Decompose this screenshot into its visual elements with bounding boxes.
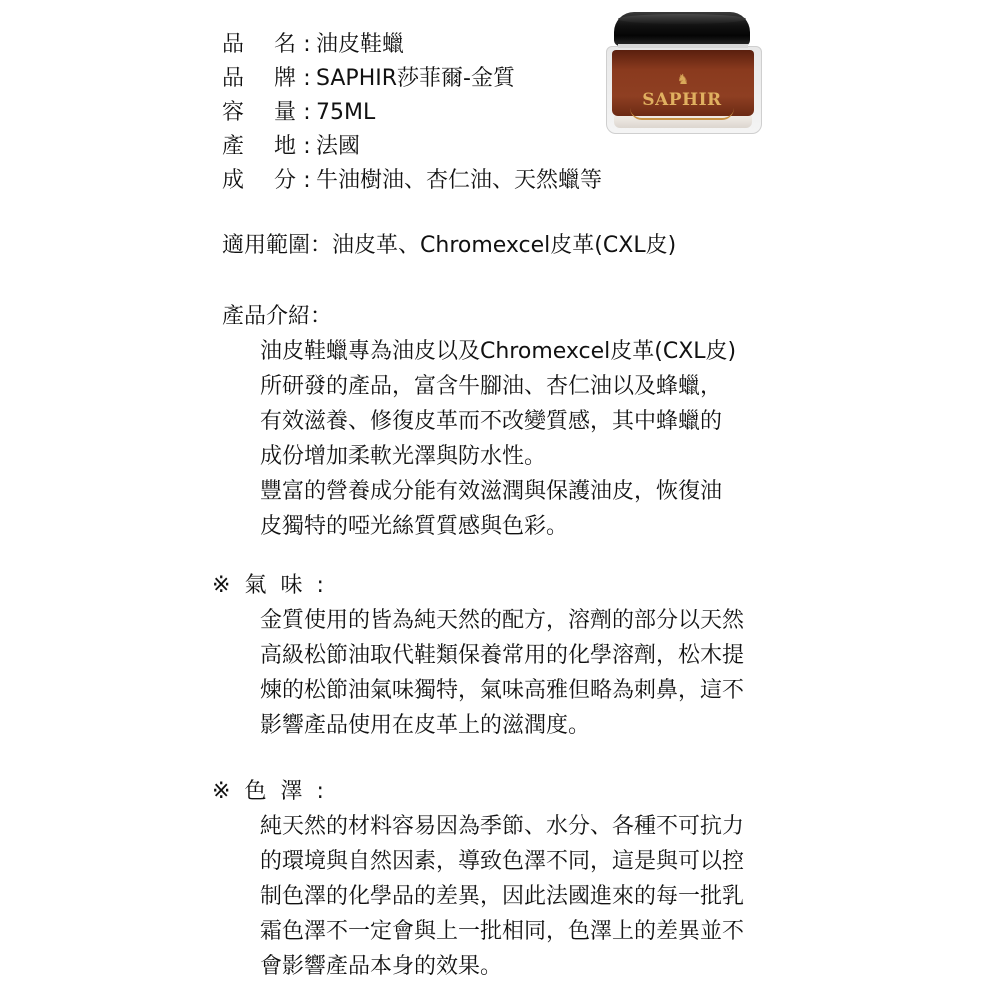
spec-colon: : bbox=[303, 32, 311, 57]
product-image bbox=[604, 12, 762, 134]
note-heading-smell: ※ 氣 味 : bbox=[212, 573, 324, 598]
spec-value: 油皮鞋蠟 bbox=[316, 32, 405, 57]
jar-lid-top bbox=[618, 14, 746, 24]
intro-heading: 產品介紹： bbox=[222, 304, 333, 329]
note-line: 高級松節油取代鞋類保養常用的化學溶劑，松木提 bbox=[260, 643, 745, 668]
spec-colon: : bbox=[303, 66, 311, 91]
scope-value: 油皮革、Chromexcel皮革(CXL皮) bbox=[332, 233, 677, 258]
spec-row-brand bbox=[222, 65, 515, 93]
spec-key: 名 bbox=[274, 32, 297, 57]
spec-colon: : bbox=[303, 168, 311, 193]
intro-line: 油皮鞋蠟專為油皮以及Chromexcel皮革(CXL皮) bbox=[260, 339, 737, 364]
spec-key: 產 bbox=[222, 134, 245, 159]
jar-lid-ring bbox=[618, 44, 748, 48]
spec-value: 牛油樹油、杏仁油、天然蠟等 bbox=[316, 168, 603, 193]
spec-key: 容 bbox=[222, 100, 245, 125]
spec-colon: : bbox=[303, 100, 311, 125]
spec-value: 法國 bbox=[316, 134, 361, 159]
intro-line: 所研發的產品，富含牛腳油、杏仁油以及蜂蠟， bbox=[260, 374, 723, 399]
note-line: 純天然的材料容易因為季節、水分、各種不可抗力 bbox=[260, 814, 745, 839]
note-line: 金質使用的皆為純天然的配方，溶劑的部分以天然 bbox=[260, 608, 745, 633]
note-line: 會影響產品本身的效果。 bbox=[260, 954, 503, 979]
reference-mark-icon: ※ bbox=[212, 779, 231, 804]
spec-key: 成 bbox=[222, 168, 245, 193]
intro-line: 成份增加柔軟光澤與防水性。 bbox=[260, 444, 547, 469]
scope-line bbox=[222, 232, 676, 260]
spec-key: 品 bbox=[222, 32, 245, 57]
scope-label: 適用範圍： bbox=[222, 233, 333, 258]
reference-mark-icon: ※ bbox=[212, 573, 231, 598]
note-line: 制色澤的化學品的差異，因此法國進來的每一批乳 bbox=[260, 884, 745, 909]
spec-key: 地 bbox=[274, 134, 297, 159]
spec-value: 75ML bbox=[316, 100, 376, 125]
spec-row-origin bbox=[222, 133, 360, 161]
note-heading-color: ※ 色 澤 : bbox=[212, 779, 324, 804]
spec-row-volume bbox=[222, 99, 375, 127]
note-line: 影響產品使用在皮革上的滋潤度。 bbox=[260, 713, 591, 738]
brand-logo: SAPHIR bbox=[642, 90, 722, 110]
spec-row-name bbox=[222, 31, 404, 59]
intro-line: 皮獨特的啞光絲質質感與色彩。 bbox=[260, 514, 569, 539]
note-line: 霜色澤不一定會與上一批相同，色澤上的差異並不 bbox=[260, 919, 745, 944]
logo-swoosh bbox=[630, 108, 734, 120]
note-line: 的環境與自然因素，導致色澤不同，這是與可以控 bbox=[260, 849, 745, 874]
spec-value: SAPHIR莎菲爾-金質 bbox=[316, 66, 515, 91]
spec-key: 牌 bbox=[274, 66, 297, 91]
spec-key: 分 bbox=[274, 168, 297, 193]
spec-key: 品 bbox=[222, 66, 245, 91]
intro-line: 有效滋養、修復皮革而不改變質感，其中蜂蠟的 bbox=[260, 409, 723, 434]
spec-colon: : bbox=[303, 134, 311, 159]
crest-icon: ♞ bbox=[676, 72, 690, 88]
intro-line: 豐富的營養成分能有效滋潤與保護油皮，恢復油 bbox=[260, 479, 723, 504]
spec-row-ingredients bbox=[222, 167, 602, 195]
note-line: 煉的松節油氣味獨特，氣味高雅但略為刺鼻，這不 bbox=[260, 678, 745, 703]
spec-key: 量 bbox=[274, 100, 297, 125]
